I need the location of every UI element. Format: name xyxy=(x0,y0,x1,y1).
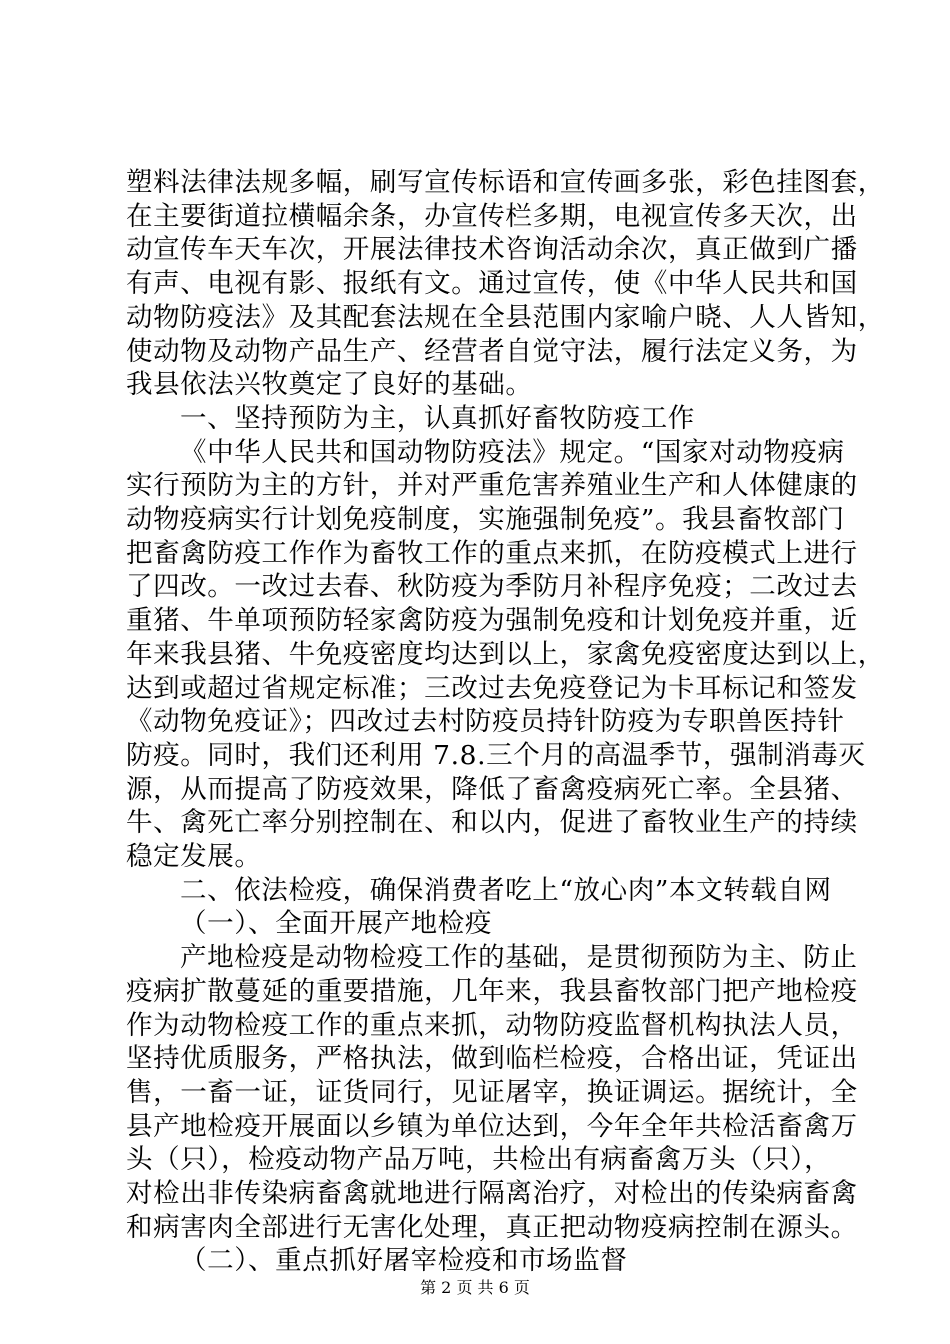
text-line-19: 源，从而提高了防疫效果，降低了畜禽疫病死亡率。全县猪、 xyxy=(126,773,858,805)
text-line-28: 售，一畜一证，证货同行，见证屠宰，换证调运。据统计，全 xyxy=(126,1076,858,1108)
text-line-11: 动物疫病实行计划免疫制度，实施强制免疫”。我县畜牧部门 xyxy=(126,504,845,535)
text-line-29: 县产地检疫开展面以乡镇为单位达到，今年全年共检活畜禽万 xyxy=(126,1110,858,1142)
text-line-4: 有声、电视有影、报纸有文。通过宣传，使《中华人民共和国 xyxy=(126,268,858,300)
text-line-10: 实行预防为主的方针，并对严重危害养殖业生产和人体健康的 xyxy=(126,470,858,502)
text-line-31: 对检出非传染病畜禽就地进行隔离治疗，对检出的传染病畜禽 xyxy=(126,1178,858,1209)
subsection-heading-1: （一）、全面开展产地检疫 xyxy=(180,908,492,940)
text-line-13: 了四改。一改过去春、秋防疫为季防月补程序免疫；二改过去 xyxy=(126,571,858,603)
text-line-16: 达到或超过省规定标准；三改过去免疫登记为卡耳标记和签发 xyxy=(126,672,858,704)
text-line-7: 我县依法兴牧奠定了良好的基础。 xyxy=(126,369,533,401)
text-line-5: 动物防疫法》及其配套法规在全县范围内家喻户晓、人人皆知， xyxy=(126,301,885,333)
section-heading-1: 一、坚持预防为主，认真抓好畜牧防疫工作 xyxy=(180,402,695,434)
text-line-3: 动宣传车天车次，开展法律技术咨询活动余次，真正做到广播 xyxy=(126,234,858,266)
text-line-18: 防疫。同时，我们还利用 7.8.三个月的高温季节，强制消毒灭 xyxy=(126,739,866,771)
section-heading-2: 二、依法检疫，确保消费者吃上“放心肉”本文转载自网 xyxy=(180,874,832,906)
text-line-32: 和病害肉全部进行无害化处理，真正把动物疫病控制在源头。 xyxy=(126,1211,858,1243)
text-line-26: 作为动物检疫工作的重点来抓，动物防疫监督机构执法人员， xyxy=(126,1009,858,1041)
text-line-9: 《中华人民共和国动物防疫法》规定。“国家对动物疫病 xyxy=(180,436,845,468)
text-line-30: 头（只），检疫动物产品万吨，共检出有病畜禽万头（只）， xyxy=(126,1144,832,1176)
text-line-21: 稳定发展。 xyxy=(126,841,262,872)
text-line-1: 塑料法律法规多幅，刷写宣传标语和宣传画多张，彩色挂图套， xyxy=(126,167,885,198)
page-footer: 第 2 页 共 6 页 xyxy=(420,1278,530,1297)
text-line-2: 在主要街道拉横幅余条，办宣传栏多期，电视宣传多天次，出 xyxy=(126,200,858,232)
text-line-6: 使动物及动物产品生产、经营者自觉守法，履行法定义务，为 xyxy=(126,335,858,367)
text-line-24: 产地检疫是动物检疫工作的基础，是贯彻预防为主、防止 xyxy=(180,942,858,974)
text-line-27: 坚持优质服务，严格执法，做到临栏检疫，合格出证，凭证出 xyxy=(126,1043,858,1075)
text-line-12: 把畜禽防疫工作作为畜牧工作的重点来抓，在防疫模式上进行 xyxy=(126,537,858,569)
text-line-14: 重猪、牛单项预防轻家禽防疫为强制免疫和计划免疫并重，近 xyxy=(126,605,858,637)
text-line-17: 《动物免疫证》；四改过去村防疫员持针防疫为专职兽医持针 xyxy=(126,706,845,738)
text-line-15: 年来我县猪、牛免疫密度均达到以上，家禽免疫密度达到以上， xyxy=(126,638,885,670)
text-line-25: 疫病扩散蔓延的重要措施，几年来，我县畜牧部门把产地检疫 xyxy=(126,975,858,1007)
subsection-heading-2: （二）、重点抓好屠宰检疫和市场监督 xyxy=(180,1245,628,1277)
text-line-20: 牛、禽死亡率分别控制在、和以内，促进了畜牧业生产的持续 xyxy=(126,807,858,839)
